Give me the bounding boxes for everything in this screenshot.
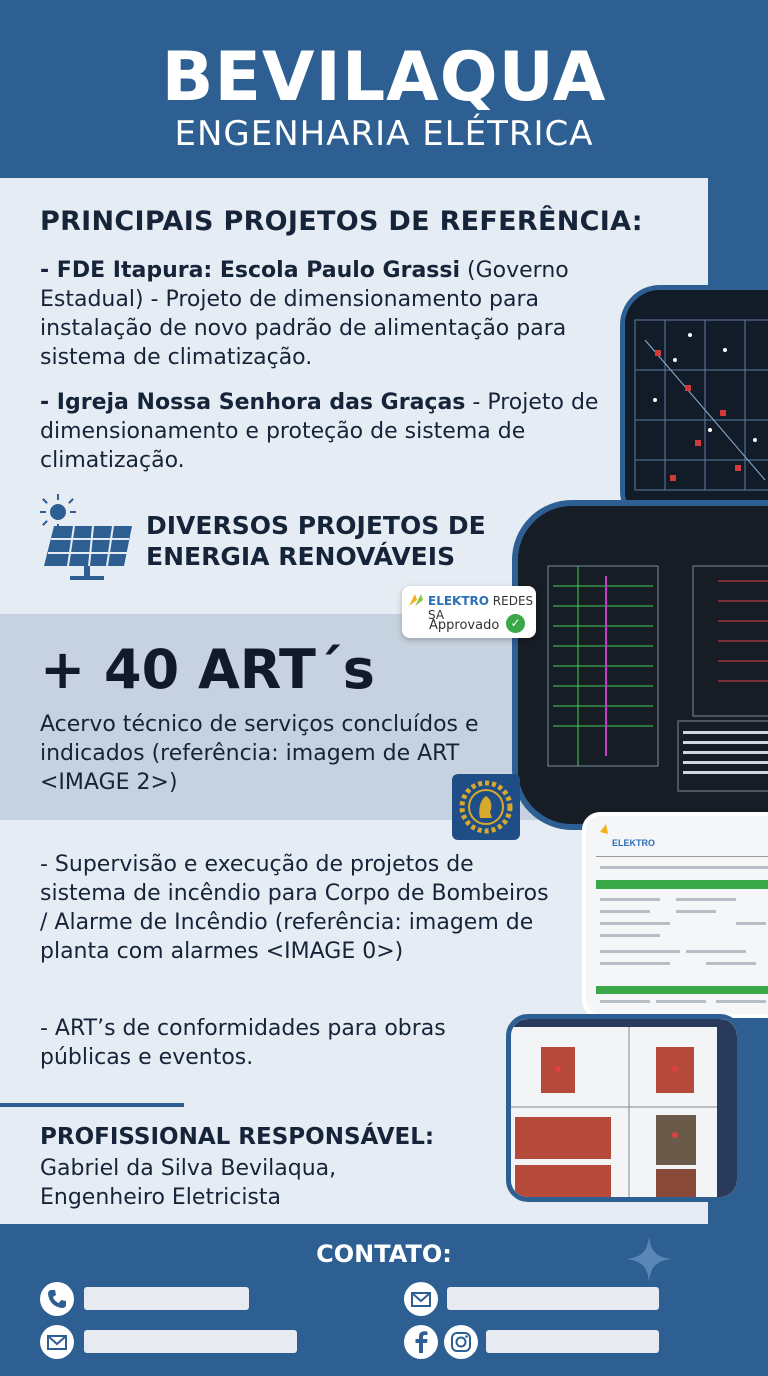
renewable-heading [146,510,526,572]
badge-status: Approvado [429,618,500,633]
electrical-plan-image [620,285,768,531]
solar-panel-icon [36,492,136,584]
badge-company-name: ELEKTRO [428,594,489,608]
service-fire-system: - Supervisão e execução de projetos de sistema de incêndio para Corpo de Bombeiros / Alarme de Incêndio (referência: imagem de planta com alarmes <IMAGE 0>) [40,852,549,964]
badge-company-suffix: REDES SA [428,594,534,622]
art-description: Acervo técnico de serviços concluídos e indicados (referência: imagem de ART <IMAGE 2>) [40,712,479,795]
project-item-igreja-name: - Igreja Nossa Senhora das Graças [40,390,466,415]
renewable-line-1: DIVERSOS PROJETOS DE [146,511,486,540]
project-item-fde-name: - FDE Itapura: Escola Paulo Grassi [40,258,461,283]
renewable-line-2: ENERGIA RENOVÁVEIS [146,542,456,571]
sparkle-icon [624,1234,674,1284]
switchboard-diagram-image [512,500,768,830]
facebook-icon[interactable] [404,1325,438,1359]
instagram-icon[interactable] [444,1325,478,1359]
project-item-fde-desc: (Governo Estadual) - Projeto de dimensionamento para instalação de novo padrão de alimentação para sistema de climatização. [40,258,569,370]
project-item-fde [40,256,630,372]
email-placeholder [84,1330,297,1353]
phone-icon[interactable] [40,1282,74,1316]
elektro-logo-icon [408,592,426,608]
project-item-igreja-desc: - Projeto de dimensionamento e proteção de sistema de climatização. [40,390,599,473]
art-document-image [582,812,768,1018]
divider [0,1103,184,1107]
fire-alarm-photos-image [506,1014,742,1202]
email-secondary-placeholder [447,1287,659,1310]
email-icon[interactable] [404,1282,438,1316]
phone-placeholder [84,1287,249,1310]
responsible-title: PROFISSIONAL RESPONSÁVEL: [40,1124,435,1150]
responsible-role: Engenheiro Eletricista [40,1185,282,1210]
project-item-igreja [40,388,620,475]
brand-subtitle: ENGENHARIA ELÉTRICA [174,114,594,154]
art-count: + 40 ART´s [40,638,375,701]
service-art-conformity: - ART’s de conformidades para obras públicas e eventos. [40,1016,446,1070]
check-icon: ✓ [506,614,525,633]
email-icon[interactable] [40,1325,74,1359]
projects-title: PRINCIPAIS PROJETOS DE REFERÊNCIA: [40,206,643,237]
svg-text:ELEKTRO: ELEKTRO [612,838,656,848]
crea-seal-icon [452,774,520,840]
social-placeholder [486,1330,659,1353]
brand-name: BEVILAQUA [161,38,607,117]
responsible-info [40,1154,460,1212]
header [0,0,768,178]
responsible-name: Gabriel da Silva Bevilaqua, [40,1156,337,1181]
approval-badge [402,586,536,638]
contact-title: CONTATO: [316,1240,452,1268]
